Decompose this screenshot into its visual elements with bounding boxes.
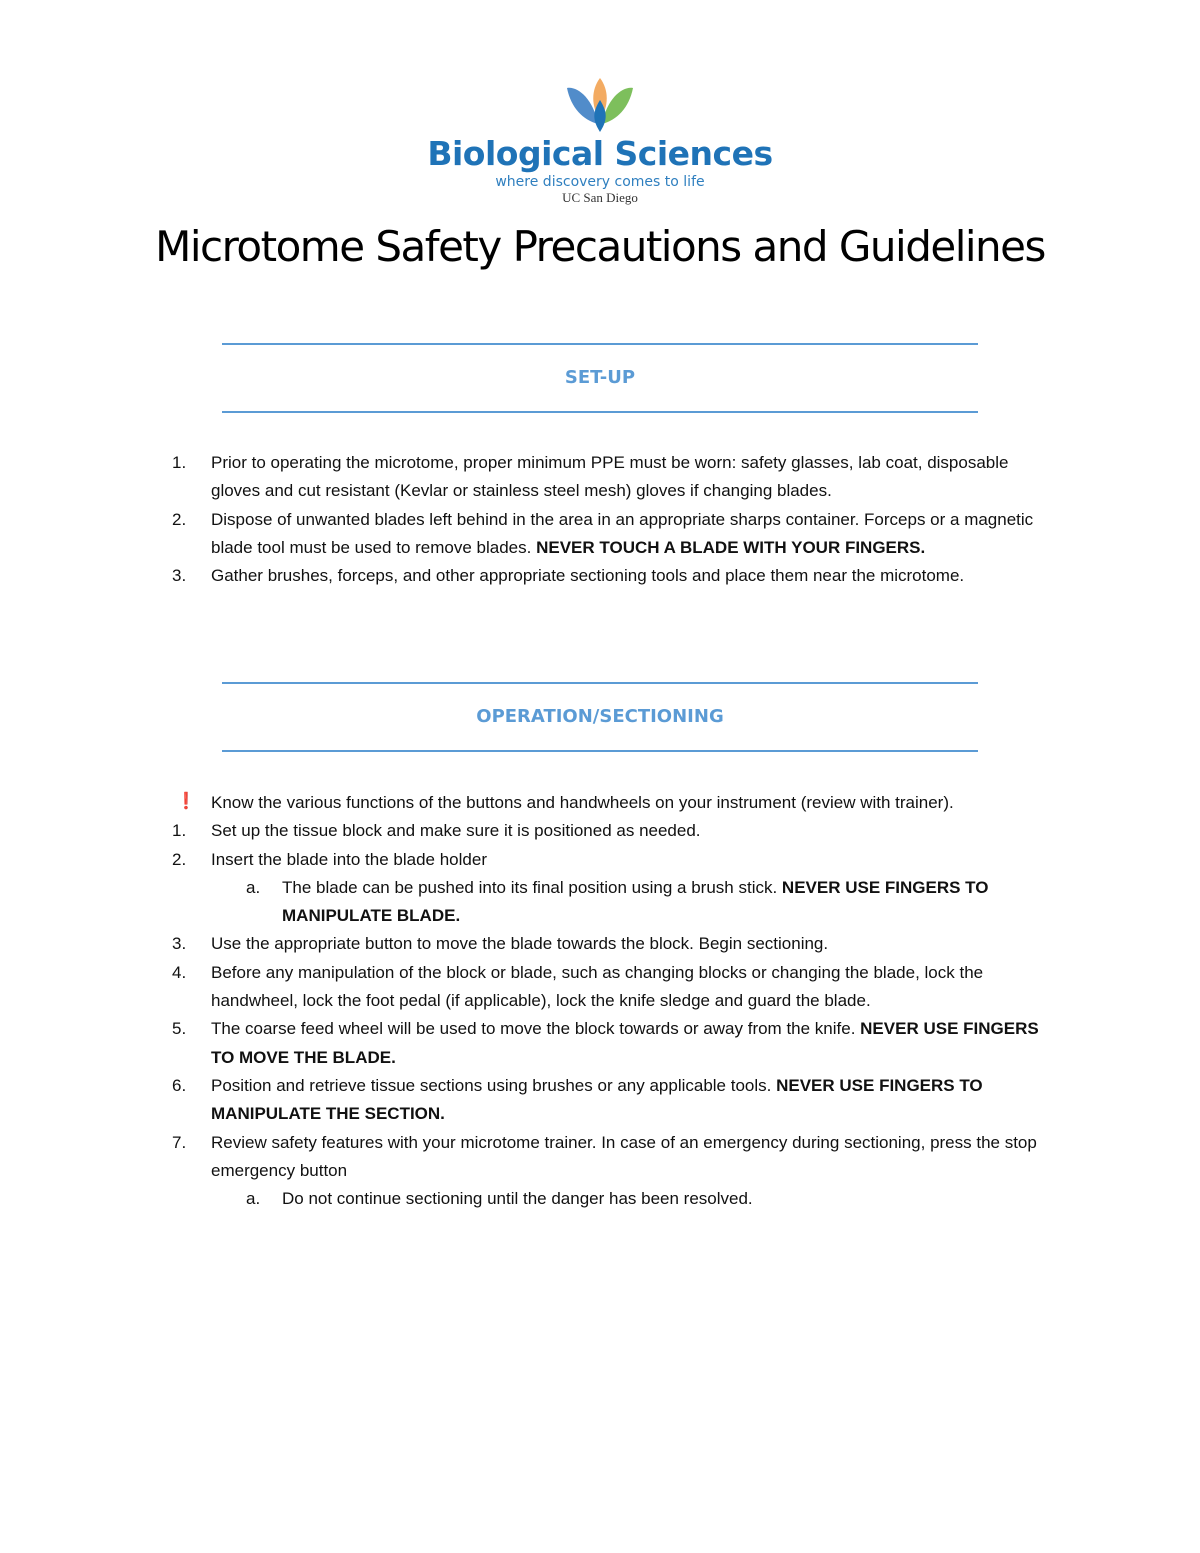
item-text: Do not continue sectioning until the danger has been resolved.	[282, 1189, 753, 1209]
list-item	[0, 1185, 1062, 1213]
item-text: The blade can be pushed into its final position using a brush stick.	[282, 877, 782, 897]
list-marker: a.	[246, 1189, 261, 1209]
item-warning: NEVER USE FINGERS TO MOVE THE BLADE.	[211, 1019, 1039, 1067]
list-marker: 2.	[172, 849, 187, 869]
setup-list	[0, 449, 1200, 590]
list-marker: 4.	[172, 962, 187, 982]
lotus-logo-icon	[565, 76, 635, 136]
list-marker: 1.	[172, 453, 187, 472]
list-item	[0, 959, 1061, 1016]
item-warning: NEVER USE FINGERS TO MANIPULATE BLADE.	[282, 877, 989, 926]
list-item	[0, 449, 1061, 506]
list-item	[0, 1015, 1061, 1072]
list-marker: 6.	[172, 1075, 187, 1095]
list-marker: 7.	[172, 1132, 187, 1152]
list-item	[0, 1072, 1061, 1129]
list-marker: a.	[246, 877, 261, 897]
list-item	[0, 930, 1061, 958]
list-marker: 3.	[172, 566, 187, 586]
list-item	[0, 789, 1061, 817]
item-text: Use the appropriate button to move the blade towards the block. Begin sectioning.	[211, 934, 829, 954]
divider	[222, 750, 978, 752]
list-marker: 5.	[172, 1019, 187, 1039]
operation-list	[0, 789, 1200, 1213]
biological-sciences-logo	[0, 76, 1200, 208]
list-marker: 3.	[172, 934, 187, 954]
divider	[222, 411, 978, 413]
divider	[222, 682, 978, 684]
item-text: Prior to operating the microtome, proper minimum PPE must be worn: safety glasses, lab coat, disposable gloves and cut resistant (Kevlar or stainless steel mesh) gloves if changing blades.	[211, 453, 1009, 501]
item-warning: NEVER USE FINGERS TO MANIPULATE THE SECTION.	[211, 1075, 983, 1124]
divider	[222, 343, 978, 345]
list-marker: 2.	[172, 509, 187, 529]
item-text: Insert the blade into the blade holder	[211, 849, 487, 869]
section-heading-setup: SET-UP	[564, 367, 636, 388]
list-item	[0, 562, 1061, 590]
four-point-diamond-icon: ❗	[176, 793, 196, 810]
item-text: Set up the tissue block and make sure it is positioned as needed.	[211, 821, 701, 841]
item-text: Know the various functions of the buttons and handwheels on your instrument (review with trainer).	[211, 793, 954, 812]
item-text: The coarse feed wheel will be used to move the block towards or away from the knife.	[211, 1019, 861, 1039]
section-heading-operation: OPERATION/SECTIONING	[476, 706, 724, 727]
list-item	[0, 846, 1061, 874]
logo-tagline: where discovery comes to life	[495, 174, 705, 190]
list-item	[0, 506, 1061, 563]
item-text: Before any manipulation of the block or blade, such as changing blocks or changing the blade, lock the handwheel, lock the foot pedal (if applicable), lock the knife sledge and guard the blade.	[211, 962, 984, 1011]
list-marker: 1.	[172, 821, 187, 841]
list-item	[0, 817, 1061, 845]
item-text: Review safety features with your microtome trainer. In case of an emergency during sectioning, press the stop emergency button	[211, 1132, 1037, 1180]
logo-institution: UC San Diego	[562, 190, 638, 205]
item-text: Position and retrieve tissue sections using brushes or any applicable tools.	[211, 1075, 777, 1095]
item-warning: NEVER TOUCH A BLADE WITH YOUR FINGERS.	[536, 537, 926, 557]
page-title: Microtome Safety Precautions and Guidelines	[155, 222, 1045, 271]
item-text: Gather brushes, forceps, and other appropriate sectioning tools and place them near the microtome.	[211, 566, 965, 586]
logo-wordmark: Biological Sciences	[427, 134, 773, 173]
list-item	[0, 874, 1062, 931]
list-item	[0, 1129, 1061, 1186]
item-text: Dispose of unwanted blades left behind in the area in an appropriate sharps container. Forceps or a magnetic blade tool must be used to remove blades.	[211, 509, 1034, 557]
